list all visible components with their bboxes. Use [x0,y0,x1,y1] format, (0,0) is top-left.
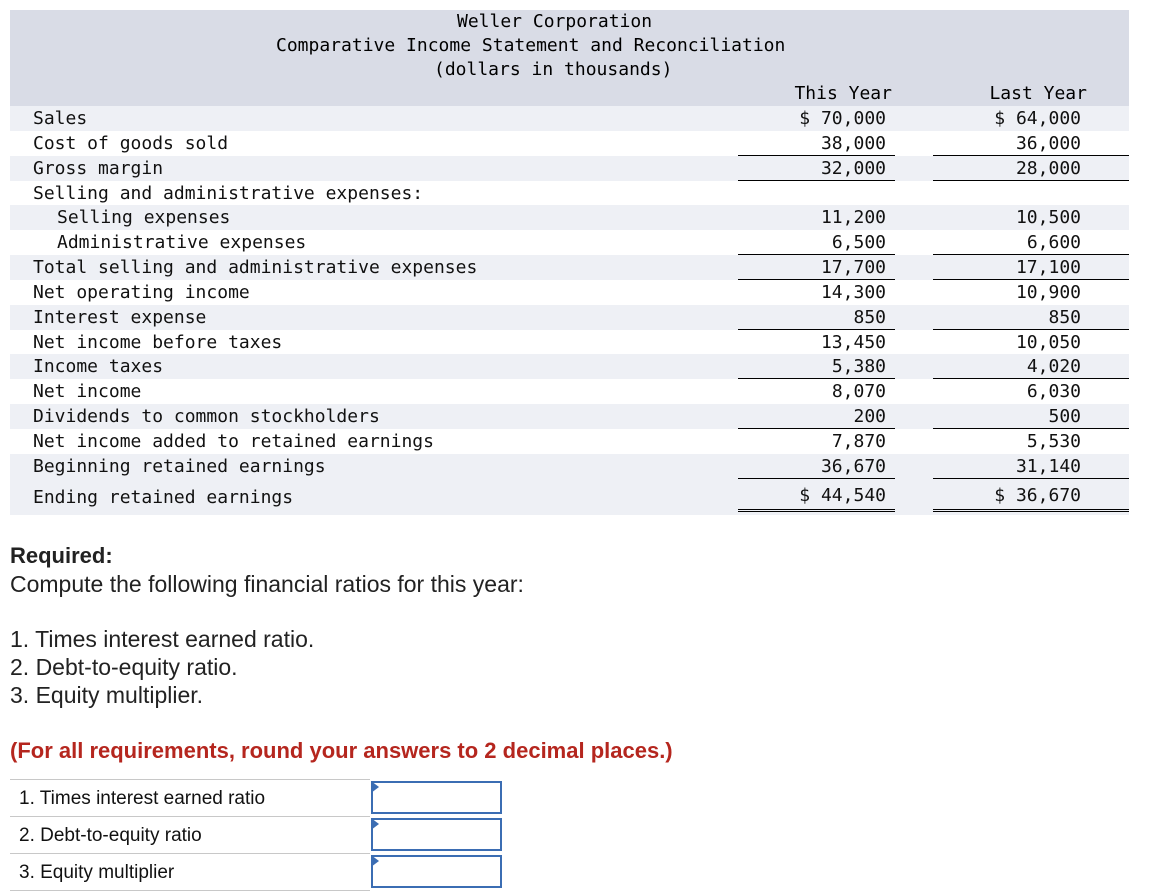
row-label: Selling expenses [57,207,231,228]
underline-gross-last [933,180,1129,181]
underline-beginning-this [738,478,895,479]
required-item-2: 2. Debt-to-equity ratio. [10,654,238,680]
input-marker-icon [371,855,379,867]
underline-gross-this [738,180,895,181]
input-marker-icon [371,818,379,830]
value-this-year: 200 [853,406,886,427]
underline-dividends-this [738,428,895,429]
row-label: Dividends to common stockholders [33,406,380,427]
row-net-income-added [10,429,1129,454]
row-label: Income taxes [33,356,164,377]
row-label: Sales [33,108,88,129]
value-last-year: 6,030 [1026,381,1081,402]
statement-title: Comparative Income Statement and Reconciliation [276,35,786,56]
answer-row-equity-multiplier [10,853,505,890]
row-label: Net income added to retained earnings [33,431,434,452]
input-marker-icon [371,781,379,793]
company-name: Weller Corporation [457,11,653,32]
underline-admin-this [738,254,895,255]
row-income-taxes [10,354,1129,379]
row-label: Gross margin [33,158,164,179]
value-last-year: 31,140 [1015,456,1081,477]
value-this-year: 13,450 [820,332,886,353]
equity-multiplier-input[interactable] [371,855,502,888]
row-label: Net income before taxes [33,332,283,353]
required-instruction: Compute the following financial ratios for this year: [10,571,524,597]
required-item-3: 3. Equity multiplier. [10,682,204,708]
value-this-year: 17,700 [820,257,886,278]
answer-row-debt-to-equity [10,816,505,853]
row-administrative-expenses [10,230,1129,255]
underline-beginning-last [933,478,1129,479]
underline-cogs-this [738,155,895,156]
value-this-year: 8,070 [831,381,886,402]
underline-taxes-this [738,378,895,379]
value-last-year: 6,600 [1026,232,1081,253]
row-label: Net income [33,381,142,402]
required-item-1: 1. Times interest earned ratio. [10,626,315,652]
row-selling-expenses [10,205,1129,230]
row-net-operating-income [10,280,1129,305]
required-heading: Required: [10,543,113,568]
value-last-year: 17,100 [1015,257,1081,278]
row-net-income-before-taxes [10,330,1129,355]
row-dividends [10,404,1129,429]
row-gross-margin [10,156,1129,181]
units-line [10,58,1129,82]
income-statement [10,10,1129,515]
value-last-year: 10,050 [1015,332,1081,353]
row-selling-admin-heading [10,181,1129,206]
value-last-year: 10,900 [1015,282,1081,303]
answer-label: 3. Equity multiplier [10,853,370,890]
row-label: Cost of goods sold [33,133,229,154]
row-label: Total selling and administrative expenses [33,257,478,278]
value-this-year: 6,500 [831,232,886,253]
value-this-year: 11,200 [820,207,886,228]
value-last-year: 36,000 [1015,133,1081,154]
times-interest-earned-input[interactable] [371,781,502,814]
column-header-last-year: Last Year [989,83,1087,104]
answer-label: 2. Debt-to-equity ratio [10,816,370,853]
value-last-year: 10,500 [1015,207,1081,228]
value-last-year: 4,020 [1026,356,1081,377]
row-label: Beginning retained earnings [33,456,326,477]
row-label: Selling and administrative expenses: [33,183,424,204]
row-interest-expense [10,305,1129,330]
value-last-year: 850 [1048,307,1081,328]
debt-to-equity-input[interactable] [371,818,502,851]
row-label: Net operating income [33,282,250,303]
company-name-line [10,10,1129,34]
value-this-year: 32,000 [820,158,886,179]
row-label: Interest expense [33,307,207,328]
value-this-year: 36,670 [820,456,886,477]
value-last-year: $ 64,000 [994,108,1081,129]
row-beginning-retained-earnings [10,454,1129,479]
value-this-year: 5,380 [831,356,886,377]
column-header-this-year: This Year [794,83,892,104]
row-net-income [10,379,1129,404]
value-this-year: 38,000 [820,133,886,154]
value-this-year: $ 70,000 [799,108,886,129]
statement-units: (dollars in thousands) [434,59,673,80]
value-last-year: 5,530 [1026,431,1081,452]
underline-cogs-last [933,155,1129,156]
value-this-year: 7,870 [831,431,886,452]
row-label: Ending retained earnings [33,487,294,508]
answer-row-times-interest [10,779,505,816]
underline-total-sa-this [738,279,895,280]
row-sales [10,106,1129,131]
double-underline-ending-last [933,509,1129,512]
row-label: Administrative expenses [57,232,307,253]
value-this-year: 14,300 [820,282,886,303]
answer-label: 1. Times interest earned ratio [10,779,370,816]
value-last-year: $ 36,670 [994,485,1081,506]
value-last-year: 500 [1048,406,1081,427]
underline-interest-this [738,329,895,330]
underline-dividends-last [933,428,1129,429]
rounding-note: (For all requirements, round your answers to 2 decimal places.) [10,738,673,763]
value-this-year: $ 44,540 [799,485,886,506]
underline-taxes-last [933,378,1129,379]
statement-title-line [10,34,1129,58]
double-underline-ending-this [738,509,895,512]
underline-interest-last [933,329,1129,330]
underline-admin-last [933,254,1129,255]
underline-total-sa-last [933,279,1129,280]
row-total-selling-admin [10,255,1129,280]
value-last-year: 28,000 [1015,158,1081,179]
row-cost-of-goods-sold [10,131,1129,156]
value-this-year: 850 [853,307,886,328]
